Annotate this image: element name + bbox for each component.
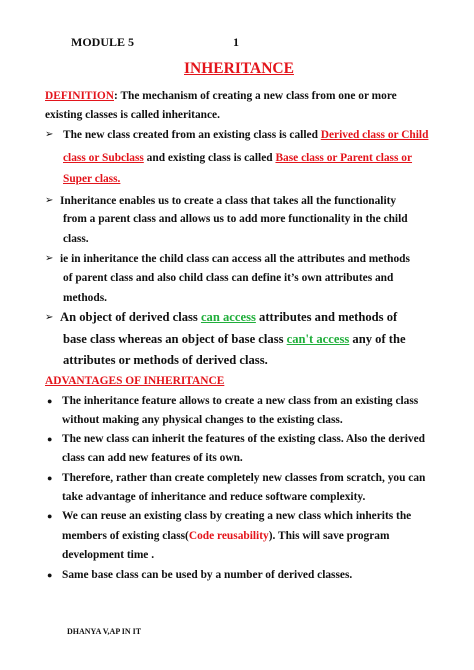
advantage-2-line-2: class can add new features of its own. xyxy=(62,452,243,464)
point-2-line-3: class. xyxy=(63,233,89,245)
advantage-1-line-2: without making any physical changes to the existing class. xyxy=(62,414,343,426)
definition-line-1 xyxy=(45,89,397,103)
arrow-bullet-icon: ➢ xyxy=(45,312,54,323)
code-reusability-term: Code reusability xyxy=(188,530,269,542)
point-3-line-2: of parent class and also child class can define it’s own attributes and xyxy=(63,272,394,284)
advantages-heading: ADVANTAGES OF INHERITANCE xyxy=(45,375,225,387)
derived-class-term: Derived class or Child xyxy=(320,129,429,141)
base-class-term: Base class or Parent class or xyxy=(275,152,413,164)
point-1-text: The new class created from an existing class is called xyxy=(63,129,321,141)
advantage-3-line-1: Therefore, rather than create completely new classes from scratch, you can xyxy=(62,472,426,484)
super-class-term: Super class. xyxy=(63,173,121,185)
point-4-line-1 xyxy=(60,309,397,325)
advantage-4-line-1: We can reuse an existing class by creating a new class which inherits the xyxy=(62,510,412,522)
definition-line-2: existing classes is called inheritance. xyxy=(45,109,220,121)
bullet-icon: ● xyxy=(47,396,53,406)
arrow-bullet-icon: ➢ xyxy=(45,253,54,264)
point-4-text: attributes and methods of xyxy=(255,310,398,324)
module-label: MODULE 5 xyxy=(71,35,134,49)
subclass-term: class or Subclass xyxy=(63,152,144,164)
arrow-bullet-icon: ➢ xyxy=(45,129,54,140)
point-1-text: and existing class is called xyxy=(143,152,276,164)
advantage-4-line-2 xyxy=(62,529,390,543)
can-access-term: can access xyxy=(200,310,256,324)
point-2-line-1: Inheritance enables us to create a class that takes all the functionality xyxy=(60,195,397,207)
advantage-4-line-3: development time . xyxy=(62,549,155,561)
point-1-line-2 xyxy=(63,151,412,165)
arrow-bullet-icon: ➢ xyxy=(45,195,54,206)
advantage-2-line-1: The new class can inherit the features of the existing class. Also the derived xyxy=(62,433,425,445)
advantage-5-line-1: Same base class can be used by a number of derived classes. xyxy=(62,569,353,581)
advantage-4-text: members of existing class( xyxy=(62,530,189,542)
point-4-line-2 xyxy=(63,331,406,347)
definition-text-1: The mechanism of creating a new class from one or more xyxy=(117,90,397,102)
point-3-line-1: ie in inheritance the child class can access all the attributes and methods xyxy=(60,253,410,265)
point-4-text: An object of derived class xyxy=(60,310,201,324)
bullet-icon: ● xyxy=(47,570,53,580)
bullet-icon: ● xyxy=(47,473,53,483)
footer-author: DHANYA V,AP IN IT xyxy=(67,627,142,636)
cant-access-term: can't access xyxy=(286,332,350,346)
point-2-line-2: from a parent class and allows us to add more functionality in the child xyxy=(63,213,408,225)
bullet-icon: ● xyxy=(47,434,53,444)
page-number: 1 xyxy=(233,35,239,49)
advantage-3-line-2: take advantage of inheritance and reduce software complexity. xyxy=(62,491,366,503)
bullet-icon: ● xyxy=(47,511,53,521)
page-title: INHERITANCE xyxy=(184,60,294,77)
point-1-line-1 xyxy=(63,128,428,142)
definition-label: DEFINITION xyxy=(45,90,114,102)
point-3-line-3: methods. xyxy=(63,292,107,304)
point-4-line-3: attributes or methods of derived class. xyxy=(63,353,268,367)
point-4-text: any of the xyxy=(349,332,406,346)
definition-colon: : xyxy=(114,90,118,102)
point-1-line-3 xyxy=(63,172,120,186)
advantage-1-line-1: The inheritance feature allows to create a new class from an existing class xyxy=(62,395,419,407)
point-4-text: base class whereas an object of base class xyxy=(63,332,287,346)
advantage-4-text: ). This will save program xyxy=(268,530,390,542)
